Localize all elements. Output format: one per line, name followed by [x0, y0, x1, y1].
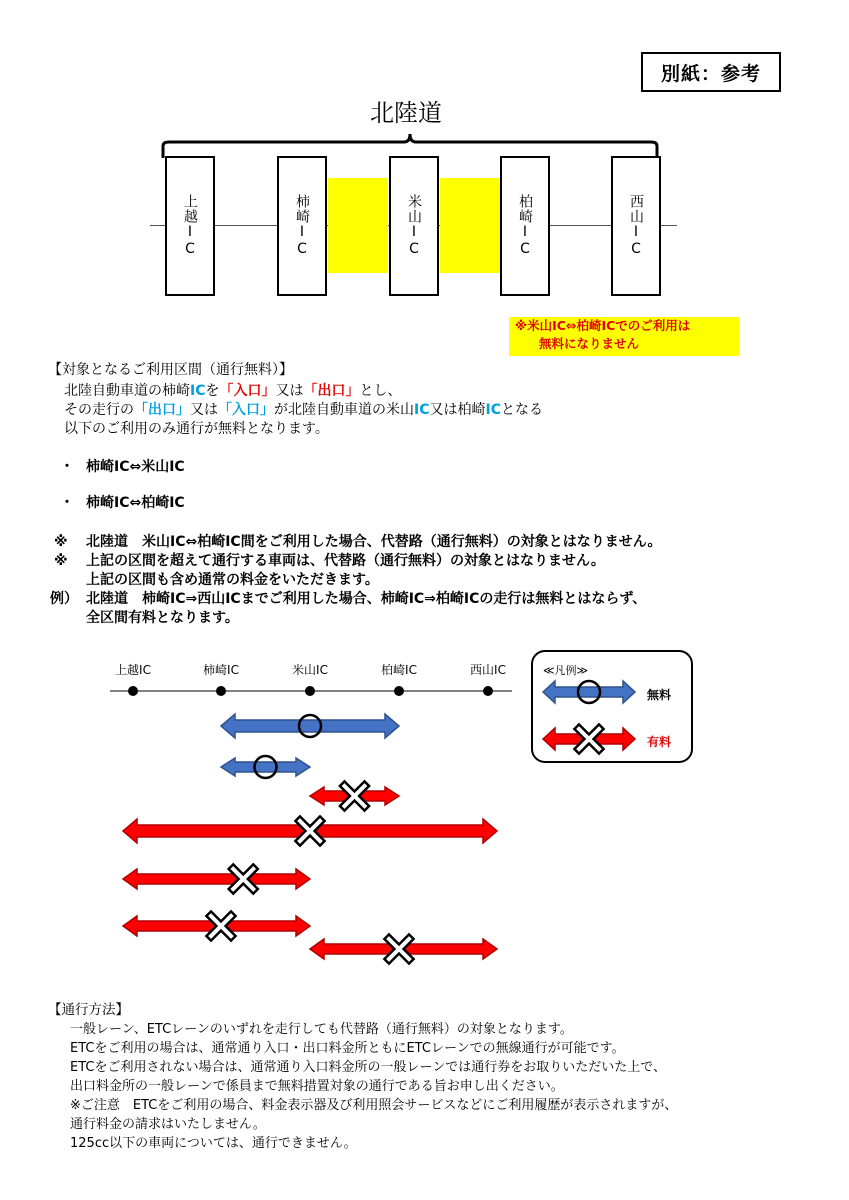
free-segment-arrow	[221, 714, 399, 738]
ic-box-nishiyama: 西山IC	[611, 156, 661, 296]
note-mark: ※	[54, 553, 68, 569]
station-label: 柏崎IC	[381, 663, 417, 677]
bullet-mark: ・	[60, 495, 74, 511]
station-label: 柿崎IC	[203, 663, 239, 677]
method-heading: 【通行方法】	[48, 1002, 129, 1018]
non-free-zone-highlight	[440, 178, 500, 273]
note-mark: ※	[54, 534, 68, 550]
method-line: ETCをご利用されない場合は、通常通り入口料金所の一般レーンでは通行券をお取りいただいた上で、	[70, 1060, 666, 1075]
note-text: 上記の区間を超えて通行する車両は、代替路（通行無料）の対象とはなりません。	[86, 553, 605, 569]
legend-free-label: 無料	[647, 688, 672, 702]
target-heading: 【対象となるご利用区間（通行無料）】	[48, 362, 293, 378]
notice-line: 無料になりません	[539, 336, 640, 351]
target-line-3: 以下のご利用のみ通行が無料となります。	[64, 421, 329, 437]
ic-box-joetsu: 上越IC	[165, 156, 215, 296]
bullet-item: 柿崎IC⇔柏崎IC	[86, 495, 185, 511]
method-line: ETCをご利用の場合は、通常通り入口・出口料金所ともにETCレーンでの無線通行が可能です。	[70, 1041, 625, 1056]
station-dot	[483, 686, 493, 696]
legend-symbols	[539, 678, 639, 758]
station-label: 米山IC	[292, 663, 328, 677]
method-line: 一般レーン、ETCレーンのいずれを走行しても代替路（通行無料）の対象となります。	[70, 1022, 573, 1037]
station-dot	[216, 686, 226, 696]
bullet-item: 柿崎IC⇔米山IC	[86, 459, 185, 475]
method-line: 出口料金所の一般レーンで係員まで無料措置対象の通行である旨お申し出ください。	[70, 1079, 564, 1094]
method-line: 通行料金の請求はいたしません。	[70, 1117, 266, 1132]
method-line: ※ご注意 ETCをご利用の場合、料金表示器及び利用照会サービスなどにご利用履歴が表示されますが、	[70, 1098, 678, 1113]
non-free-notice	[509, 317, 739, 356]
note-text: 上記の区間も含め通常の料金をいただきます。	[86, 572, 379, 588]
station-label: 西山IC	[470, 663, 506, 677]
station-label: 上越IC	[115, 663, 151, 677]
target-line-1: 北陸自動車道の柿崎ICを「入口」又は「出口」とし、	[64, 383, 402, 399]
legend-paid-label: 有料	[647, 735, 672, 749]
notice-line: ※米山IC⇔柏崎ICでのご利用は	[515, 318, 691, 333]
route-diagram	[0, 650, 849, 975]
station-dot	[128, 686, 138, 696]
ic-box-yoneyama: 米山IC	[389, 156, 439, 296]
target-line-2: その走行の「出口」又は「入口」が北陸自動車道の米山IC又は柏崎ICとなる	[64, 402, 543, 418]
legend	[531, 650, 693, 763]
legend-free-arrow	[543, 681, 635, 703]
attachment-badge: 別紙：参考	[641, 52, 781, 92]
station-dot	[305, 686, 315, 696]
ic-box-kashiwazaki: 柏崎IC	[500, 156, 550, 296]
route-name: 北陸道	[370, 99, 442, 127]
paid-segment-arrow	[123, 869, 310, 889]
ic-box-kakizaki: 柿崎IC	[277, 156, 327, 296]
legend-title: ≪凡例≫	[543, 664, 589, 677]
bullet-mark: ・	[60, 459, 74, 475]
non-free-zone-highlight	[328, 178, 388, 273]
free-segment-arrow	[221, 758, 310, 776]
station-dot	[394, 686, 404, 696]
note-text: 全区間有料となります。	[86, 610, 239, 626]
method-line: 125cc以下の車両については、通行できません。	[70, 1136, 357, 1151]
note-text: 北陸道 米山IC⇔柏崎IC間をご利用した場合、代替路（通行無料）の対象とはなりません。	[86, 534, 662, 550]
note-text: 北陸道 柿崎IC⇒西山ICまでご利用した場合、柿崎IC⇒柏崎ICの走行は無料とはならず、	[86, 591, 647, 607]
note-mark: 例）	[50, 591, 78, 607]
